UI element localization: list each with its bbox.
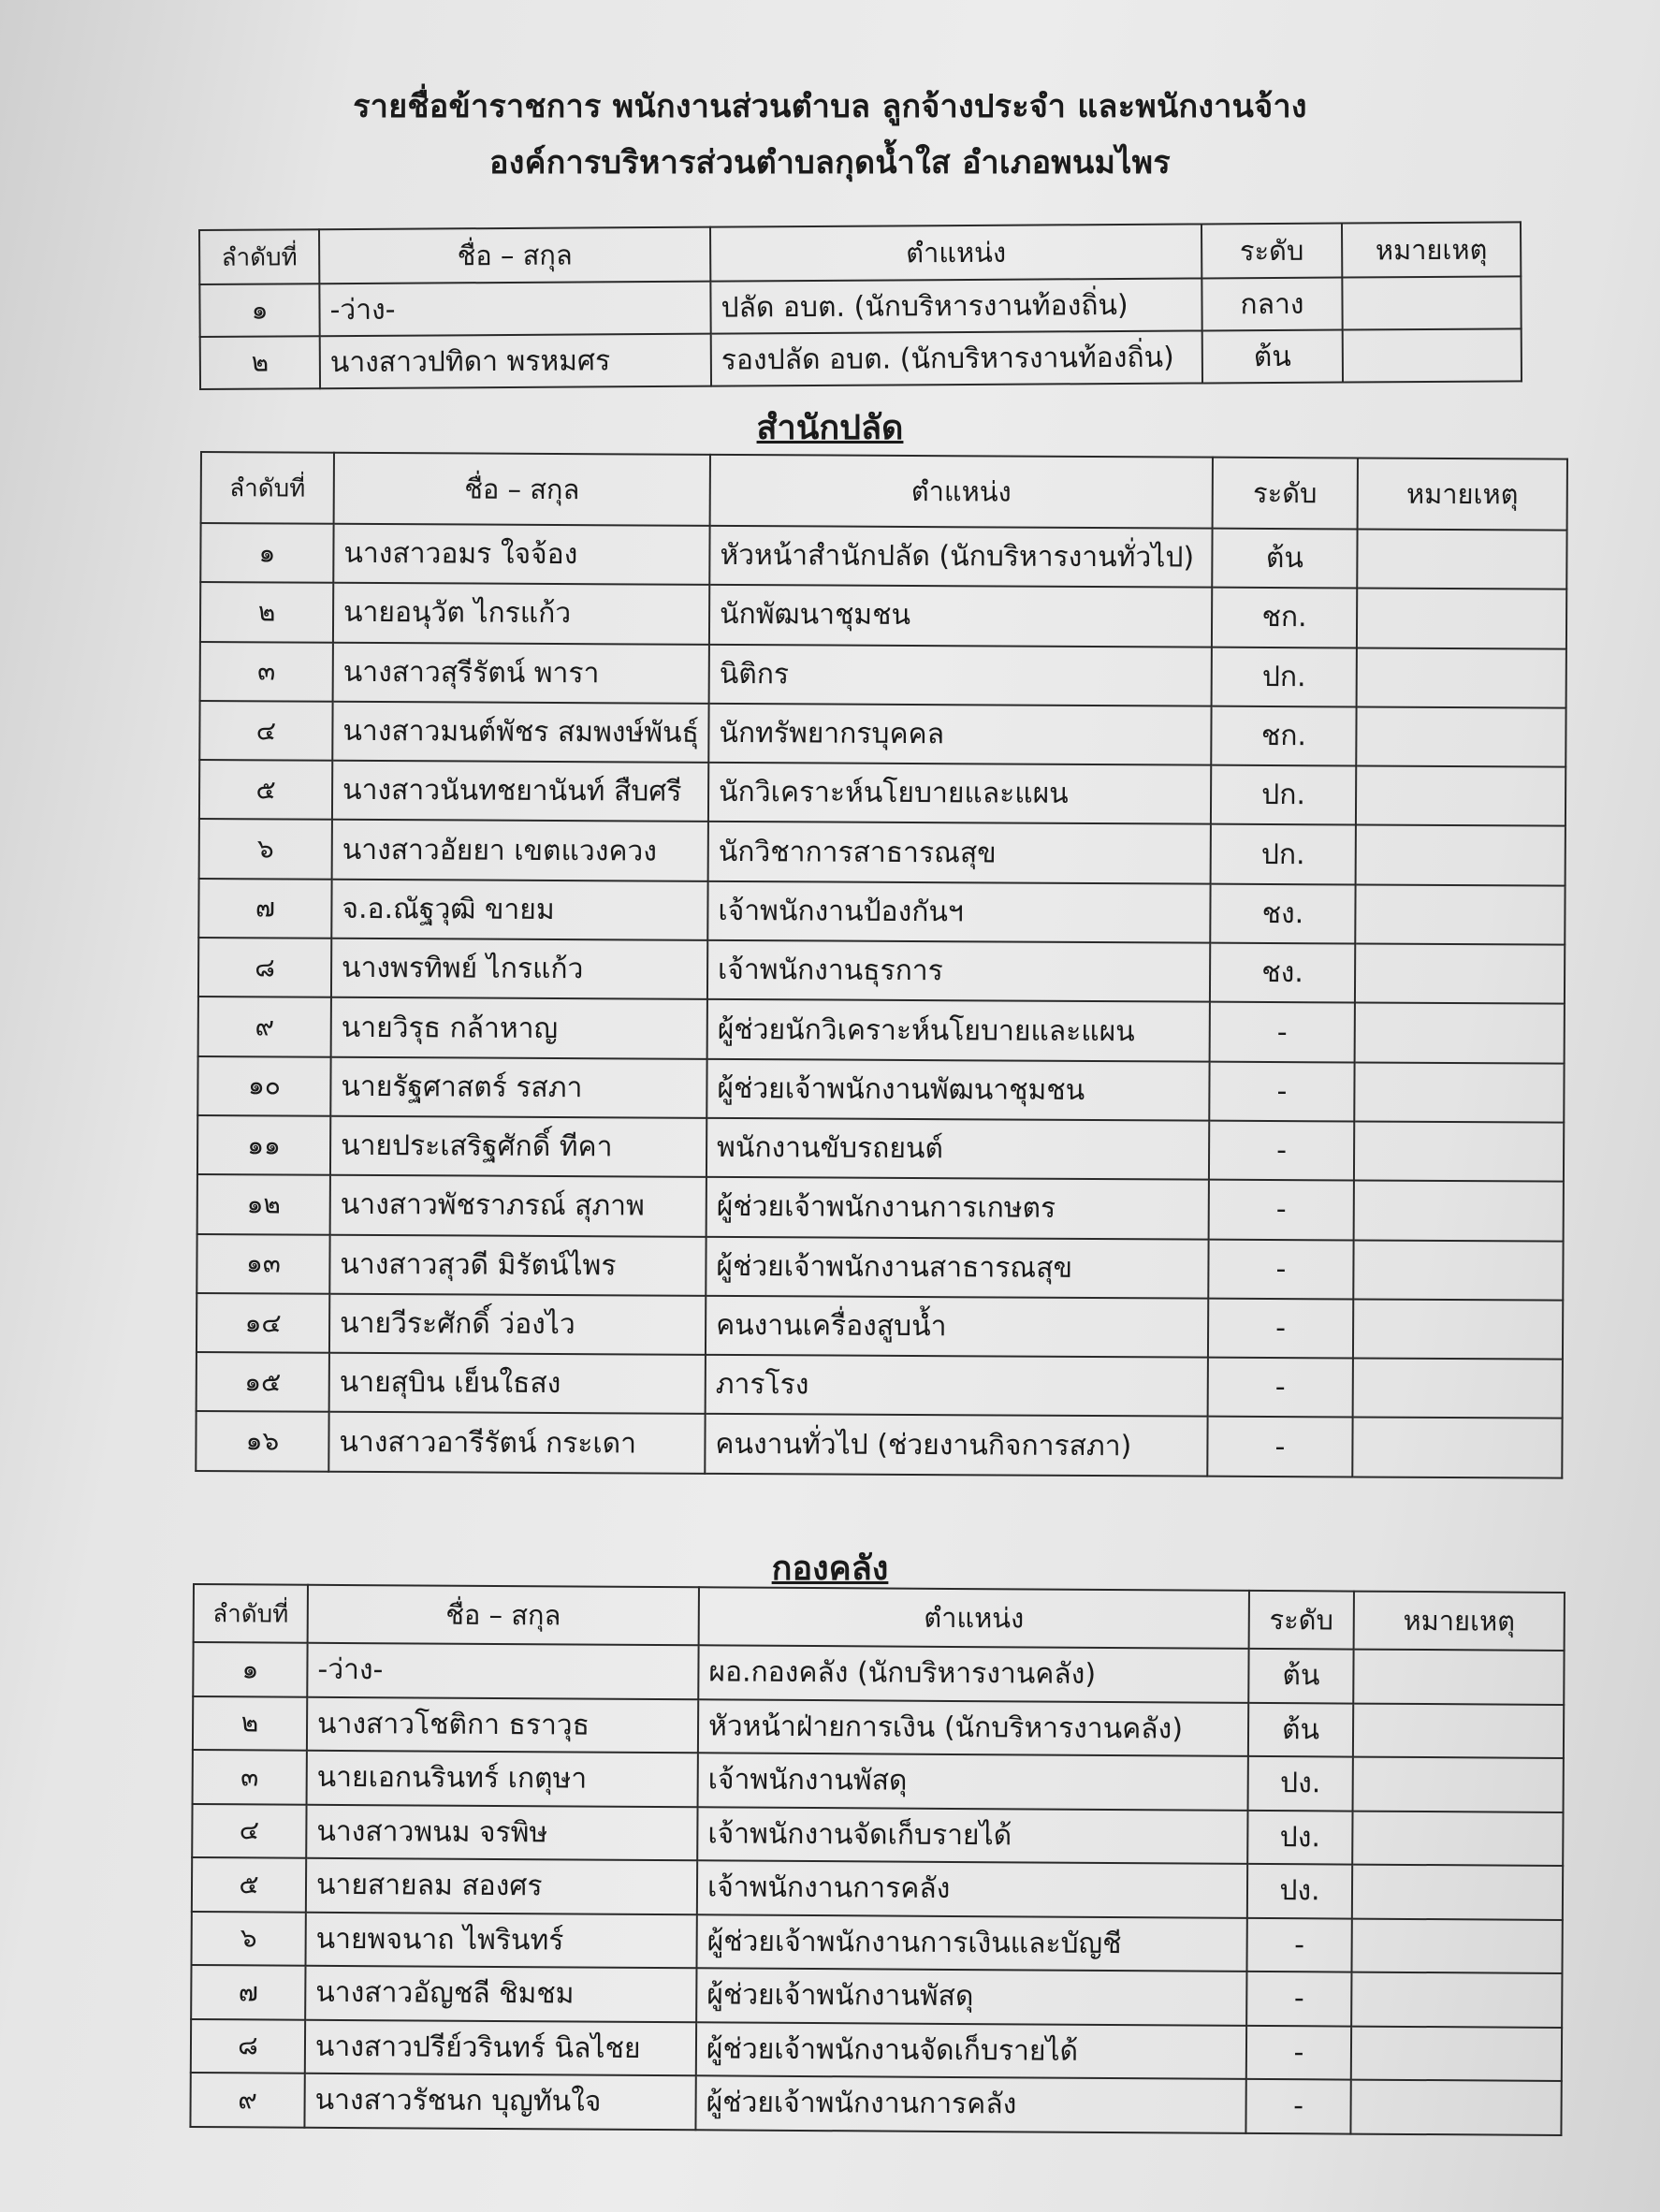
cell-note — [1356, 766, 1565, 826]
cell-no: ๒ — [200, 336, 320, 389]
cell-name: นางสาวพนม จรพิษ — [306, 1804, 697, 1860]
cell-level: ชก. — [1211, 706, 1356, 766]
table-row — [193, 1750, 1564, 1812]
cell-position: นิติกร — [709, 644, 1212, 706]
cell-name: -ว่าง- — [307, 1643, 698, 1699]
cell-level: ต้น — [1212, 529, 1357, 589]
col-header-name: ชื่อ – สกุล — [319, 227, 710, 284]
table-row — [191, 2018, 1562, 2080]
table-row — [197, 1293, 1563, 1360]
cell-name: นางสาวสุรีรัตน์ พารา — [333, 642, 709, 703]
cell-position: นักพัฒนาชุมชน — [709, 585, 1212, 647]
cell-level: ปง. — [1247, 1864, 1352, 1918]
cell-name: นางสาวอารีรัตน์ กระเดา — [328, 1412, 705, 1473]
cell-no: ๔ — [192, 1804, 306, 1858]
cell-note — [1353, 1650, 1564, 1705]
table-row — [200, 642, 1566, 708]
cell-level: - — [1246, 1972, 1351, 2026]
cell-no: ๒ — [200, 582, 333, 642]
cell-position: รองปลัด อบต. (นักบริหารงานท้องถิ่น) — [711, 330, 1202, 386]
col-header-name: ชื่อ – สกุล — [334, 453, 710, 526]
cell-position: ผู้ช่วยเจ้าพนักงานสาธารณสุข — [706, 1236, 1208, 1298]
cell-no: ๕ — [199, 760, 332, 820]
cell-position: ผอ.กองคลัง (นักบริหารงานคลัง) — [698, 1645, 1248, 1702]
cell-name: นายเอกนรินทร์ เกตุษา — [307, 1751, 698, 1807]
col-header-no: ลำดับที่ — [201, 452, 334, 524]
cell-no: ๓ — [200, 642, 333, 702]
cell-no: ๑๐ — [197, 1056, 330, 1116]
cell-name: นางพรทิพย์ ไกรแก้ว — [331, 939, 707, 999]
col-header-level: ระดับ — [1213, 458, 1358, 530]
cell-level: - — [1245, 2079, 1350, 2133]
cell-note — [1352, 1811, 1563, 1866]
cell-note — [1353, 1703, 1564, 1758]
col-header-note: หมายเหตุ — [1358, 458, 1567, 530]
col-header-note: หมายเหตุ — [1342, 222, 1521, 277]
cell-name: นายวิรุธ กล้าหาญ — [331, 997, 707, 1058]
cell-no: ๑๒ — [197, 1174, 330, 1234]
cell-position: เจ้าพนักงานจัดเก็บรายได้ — [697, 1807, 1247, 1864]
cell-position: ผู้ช่วยนักวิเคราะห์นโยบายและแผน — [707, 999, 1210, 1061]
cell-name: นางสาวสุวดี มิรัตน์ไพร — [329, 1234, 706, 1295]
cell-no: ๒ — [193, 1696, 307, 1751]
cell-no: ๑๖ — [196, 1411, 328, 1471]
cell-no: ๘ — [191, 2018, 305, 2073]
cell-note — [1356, 825, 1565, 885]
cell-position: หัวหน้าฝ่ายการเงิน (นักบริหารงานคลัง) — [698, 1699, 1248, 1756]
cell-no: ๕ — [192, 1857, 306, 1912]
cell-level: - — [1209, 1180, 1354, 1240]
cell-note — [1355, 944, 1565, 1004]
table-row — [190, 2073, 1561, 2134]
cell-no: ๑๓ — [197, 1234, 329, 1294]
cell-no: ๑๕ — [197, 1352, 329, 1412]
col-header-position: ตำแหน่ง — [699, 1587, 1249, 1649]
col-header-level: ระดับ — [1249, 1591, 1354, 1650]
cell-name: นางสาวปทิดา พรหมศร — [320, 334, 711, 389]
cell-no: ๗ — [191, 1965, 305, 2019]
cell-level: - — [1209, 1061, 1354, 1121]
cell-note — [1354, 1181, 1564, 1241]
cell-level: - — [1246, 1917, 1351, 1972]
cell-note — [1353, 1757, 1564, 1812]
table-row — [193, 1642, 1564, 1704]
cell-no: ๑ — [200, 523, 333, 583]
cell-level: - — [1207, 1417, 1352, 1477]
cell-position: พนักงานขับรถยนต์ — [706, 1118, 1209, 1180]
cell-note — [1357, 529, 1566, 589]
cell-level: ต้น — [1248, 1649, 1353, 1703]
cell-level: ปก. — [1212, 647, 1357, 706]
cell-level: ปก. — [1211, 765, 1356, 825]
cell-note — [1353, 1359, 1563, 1419]
cell-name: นายประเสริฐศักดิ์ ทีคา — [330, 1116, 706, 1177]
table-row — [199, 701, 1565, 767]
cell-name: นางสาวอัญชลี ชิมชม — [305, 1966, 696, 2022]
cell-name: นางสาวพัชราภรณ์ สุภาพ — [330, 1175, 706, 1236]
cell-name: นางสาวอมร ใจจ้อง — [333, 524, 709, 585]
table-row — [196, 1411, 1562, 1477]
cell-name: นายวีระศักดิ์ ว่องไว — [329, 1294, 706, 1355]
cell-level: ปก. — [1211, 824, 1356, 884]
cell-note — [1357, 589, 1566, 648]
cell-name: นางสาวปรีย์วรินทร์ นิลไชย — [305, 2019, 696, 2075]
cell-position: ผู้ช่วยเจ้าพนักงานการคลัง — [695, 2075, 1245, 2132]
cell-name: นายอนุวัต ไกรแก้ว — [333, 583, 709, 644]
cell-level: - — [1208, 1239, 1353, 1299]
cell-note — [1353, 1299, 1563, 1359]
cell-note — [1357, 648, 1566, 707]
cell-position: ผู้ช่วยเจ้าพนักงานจัดเก็บรายได้ — [696, 2022, 1246, 2079]
table-row — [192, 1911, 1563, 1972]
table-row — [197, 1234, 1563, 1301]
table-row — [197, 1352, 1563, 1419]
table-row — [197, 1115, 1564, 1182]
cell-name: นางสาวอัยยา เขตแวงควง — [332, 820, 708, 880]
cell-name: นายสุบิน เย็นใธสง — [329, 1353, 706, 1414]
table-row — [192, 1857, 1563, 1919]
cell-name: นายสายลม สองศร — [306, 1858, 697, 1914]
table-row — [198, 938, 1565, 1004]
table-row — [193, 1696, 1564, 1758]
table-row — [197, 1056, 1564, 1123]
cell-note — [1350, 2080, 1561, 2135]
table-row — [198, 879, 1565, 945]
cell-note — [1356, 706, 1565, 766]
cell-level: ต้น — [1248, 1702, 1353, 1756]
cell-position: ปลัด อบต. (นักบริหารงานท้องถิ่น) — [710, 278, 1201, 333]
cell-level: - — [1209, 1121, 1354, 1181]
cell-level: ชง. — [1210, 943, 1355, 1003]
table-row — [200, 582, 1566, 648]
table-row — [198, 997, 1565, 1063]
cell-level: ชก. — [1212, 588, 1357, 648]
cell-no: ๖ — [199, 819, 332, 879]
cell-position: ผู้ช่วยเจ้าพนักงานการเงินและบัญชี — [696, 1914, 1246, 1972]
cell-level: ปง. — [1247, 1810, 1352, 1864]
cell-note — [1351, 2026, 1562, 2081]
table-row — [199, 276, 1521, 337]
cell-note — [1353, 1240, 1563, 1300]
cell-name: จ.อ.ณัฐวุฒิ ขายม — [331, 880, 707, 940]
cell-no: ๔ — [199, 701, 332, 761]
cell-position: คนงานทั่วไป (ช่วยงานกิจการสภา) — [705, 1414, 1207, 1476]
cell-note — [1355, 884, 1565, 944]
cell-name: นางสาวโชติกา ธราวุธ — [307, 1696, 698, 1753]
cell-note — [1342, 276, 1521, 329]
cell-position: เจ้าพนักงานธุรการ — [707, 940, 1210, 1002]
col-header-no: ลำดับที่ — [199, 229, 319, 284]
table-row — [192, 1804, 1563, 1866]
cell-name: นางสาวนันทชยานันท์ สืบศรี — [332, 761, 708, 822]
cell-level: - — [1208, 1358, 1353, 1418]
table-header-row — [201, 452, 1567, 531]
table-row — [199, 819, 1565, 885]
cell-name: นางสาวรัชนก บุญทันใจ — [304, 2074, 695, 2130]
table-row — [199, 760, 1565, 826]
cell-position: คนงานเครื่องสูบน้ำ — [706, 1296, 1208, 1358]
cell-no: ๘ — [198, 938, 331, 997]
cell-note — [1352, 1865, 1563, 1920]
cell-no: ๙ — [198, 997, 331, 1056]
cell-note — [1355, 1003, 1565, 1063]
cell-position: เจ้าพนักงานพัสดุ — [698, 1753, 1248, 1810]
col-header-level: ระดับ — [1201, 224, 1342, 279]
col-header-name: ชื่อ – สกุล — [308, 1585, 699, 1646]
klang-table — [189, 1583, 1565, 2135]
cell-note — [1351, 1918, 1562, 1973]
cell-name: นายรัฐศาสตร์ รสภา — [330, 1056, 706, 1117]
cell-note — [1354, 1121, 1564, 1181]
cell-level: - — [1246, 2025, 1351, 2079]
cell-note — [1352, 1418, 1562, 1477]
cell-level: - — [1208, 1299, 1353, 1359]
col-header-no: ลำดับที่ — [194, 1584, 308, 1643]
table-row — [200, 523, 1566, 589]
section-title-klang: กองคลัง — [771, 1550, 889, 1588]
cell-no: ๑ — [199, 284, 319, 337]
table-header-row — [194, 1584, 1565, 1651]
cell-position: ผู้ช่วยเจ้าพนักงานพัสดุ — [696, 1968, 1246, 2025]
document-subtitle: องค์การบริหารส่วนตำบลกุดน้ำใส อำเภอพนมไพร — [489, 144, 1171, 182]
cell-note — [1351, 1972, 1562, 2028]
cell-position: นักวิเคราะห์นโยบายและแผน — [708, 763, 1211, 824]
cell-name: -ว่าง- — [319, 282, 710, 337]
cell-no: ๗ — [198, 879, 331, 939]
cell-no: ๓ — [193, 1750, 307, 1804]
cell-position: ภารโรง — [706, 1355, 1208, 1417]
document-title: รายชื่อข้าราชการ พนักงานส่วนตำบล ลูกจ้างประจำ และพนักงานจ้าง — [353, 88, 1307, 125]
cell-level: ปง. — [1248, 1756, 1353, 1811]
table-row — [191, 1965, 1562, 2027]
cell-level: กลาง — [1201, 278, 1342, 331]
cell-position: ผู้ช่วยเจ้าพนักงานพัฒนาชุมชน — [706, 1059, 1209, 1121]
section-title-palat: สำนักปลัด — [756, 409, 904, 447]
cell-no: ๑ — [193, 1642, 307, 1696]
cell-position: นักวิชาการสาธารณสุข — [708, 822, 1211, 883]
cell-name: นางสาวมนต์พัชร สมพงษ์พันธุ์ — [332, 702, 708, 763]
table-row — [197, 1174, 1564, 1241]
table-row — [200, 328, 1522, 389]
cell-position: เจ้าพนักงานป้องกันฯ — [707, 881, 1210, 943]
table-header-row — [199, 222, 1521, 284]
cell-level: ชง. — [1210, 883, 1355, 943]
cell-position: หัวหน้าสำนักปลัด (นักบริหารงานทั่วไป) — [709, 526, 1212, 588]
cell-no: ๖ — [192, 1911, 306, 1965]
cell-no: ๑๔ — [197, 1293, 329, 1353]
executives-table — [198, 221, 1522, 390]
cell-no: ๙ — [190, 2073, 304, 2127]
cell-note — [1343, 328, 1522, 382]
col-header-position: ตำแหน่ง — [710, 224, 1201, 281]
cell-note — [1354, 1062, 1564, 1122]
cell-level: ต้น — [1202, 330, 1343, 384]
cell-position: ผู้ช่วยเจ้าพนักงานการเกษตร — [706, 1177, 1209, 1239]
cell-name: นายพจนาถ ไพรินทร์ — [306, 1912, 697, 1968]
cell-position: เจ้าพนักงานการคลัง — [697, 1860, 1247, 1917]
cell-no: ๑๑ — [197, 1115, 330, 1175]
palat-table — [195, 451, 1568, 1478]
col-header-note: หมายเหตุ — [1354, 1592, 1565, 1651]
cell-position: นักทรัพยากรบุคคล — [708, 704, 1211, 765]
col-header-position: ตำแหน่ง — [710, 455, 1213, 529]
cell-level: - — [1210, 1002, 1355, 1062]
